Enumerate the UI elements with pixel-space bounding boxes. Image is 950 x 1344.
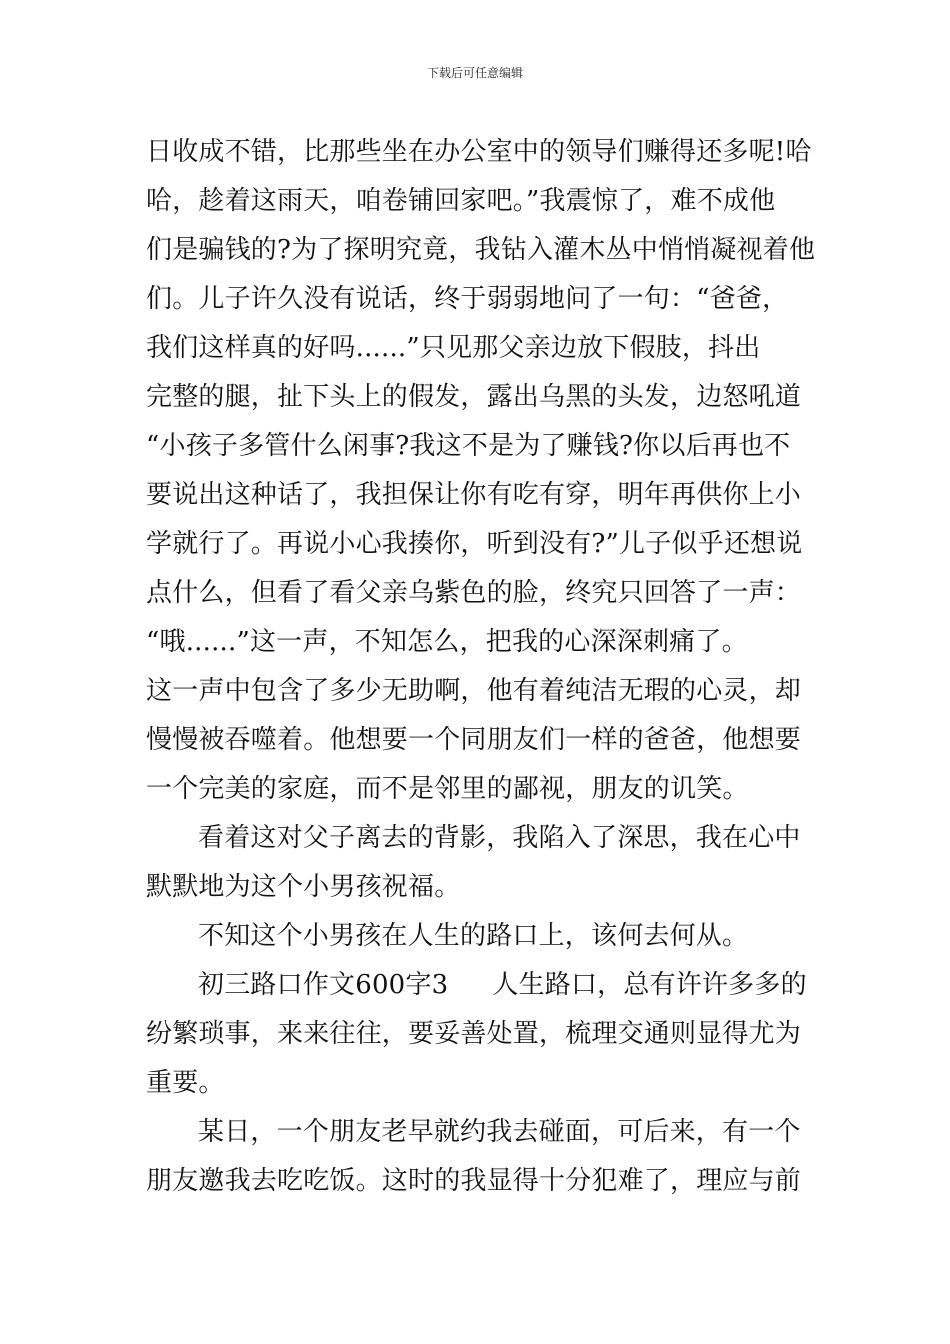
text-line: 完整的腿，扯下头上的假发，露出乌黑的头发，边怒吼道 (146, 382, 802, 412)
text-line: 我们这样真的好吗......”只见那父亲边放下假肢，抖出 (146, 333, 761, 363)
text-line: 们是骗钱的?为了探明究竟，我钻入灌木丛中悄悄凝视着他 (146, 235, 816, 265)
section-first-sentence: 人生路口，总有许许多多的 (492, 970, 807, 1000)
section-title-line (146, 961, 816, 1010)
text-line: “小孩子多管什么闲事?我这不是为了赚钱?你以后再也不 (146, 431, 791, 461)
text-line: 要说出这种话了，我担保让你有吃有穿，明年再供你上小 (146, 480, 802, 510)
text-line: 慢慢被吞噬着。他想要一个同朋友们一样的爸爸，他想要 (146, 725, 802, 755)
article-body (146, 128, 816, 1206)
text-line: 重要。 (146, 1068, 225, 1098)
text-line: 学就行了。再说小心我揍你，听到没有?”儿子似乎还想说 (146, 529, 803, 559)
text-line: 一个完美的家庭，而不是邻里的鄙视，朋友的讥笑。 (146, 774, 749, 804)
text-line: 点什么，但看了看父亲乌紫色的脸，终究只回答了一声： (146, 578, 802, 608)
paragraph-first-line: 某日，一个朋友老早就约我去碰面，可后来，有一个 (198, 1117, 801, 1147)
text-line: 们。儿子许久没有说话，终于弱弱地问了一句：“爸爸， (146, 284, 789, 314)
text-line: 这一声中包含了多少无助啊，他有着纯洁无瑕的心灵，却 (146, 676, 802, 706)
section-title: 初三路口作文600字3 (198, 970, 449, 1000)
text-line: 日收成不错，比那些坐在办公室中的领导们赚得还多呢!哈 (146, 137, 812, 167)
text-line: 朋友邀我去吃吃饭。这时的我显得十分犯难了，理应与前 (146, 1166, 802, 1196)
page-header: 下载后可任意编辑 (426, 66, 523, 80)
text-line: 哈，趁着这雨天，咱卷铺回家吧。”我震惊了，难不成他 (146, 186, 776, 216)
paragraph-first-line: 看着这对父子离去的背影，我陷入了深思，我在心中 (198, 823, 801, 853)
text-line: 纷繁琐事，来来往往，要妥善处置，梳理交通则显得尤为 (146, 1019, 802, 1049)
text-line: “哦......”这一声，不知怎么，把我的心深深刺痛了。 (146, 627, 748, 657)
paragraph-first-line: 不知这个小男孩在人生的路口上，该何去何从。 (198, 921, 749, 951)
text-line: 默默地为这个小男孩祝福。 (146, 872, 461, 902)
